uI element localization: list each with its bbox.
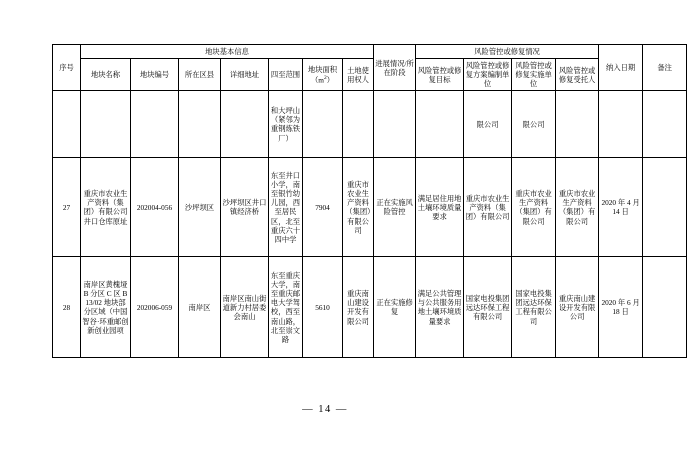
col-header-target: 风险管控或修复目标 <box>416 59 464 91</box>
col-header-date: 纳入日期 <box>599 45 643 91</box>
cell-district <box>179 91 221 158</box>
col-header-boundary: 四至范围 <box>269 59 303 91</box>
col-header-district: 所在区县 <box>179 59 221 91</box>
col-header-land-user: 土地使用权人 <box>343 59 374 91</box>
cell-trustee <box>556 91 599 158</box>
cell-address <box>221 91 269 158</box>
cell-area <box>303 91 343 158</box>
cell-progress <box>374 91 416 158</box>
col-header-area-label: 地块面积 <box>307 65 338 75</box>
table-column-header-row <box>53 59 687 91</box>
group-header-risk-control: 风险管控或修复情况 <box>416 45 599 59</box>
cell-boundary: 东至井口小学，南至银竹幼儿园，西至居民区，北至重庆六十四中学 <box>269 158 303 257</box>
cell-progress: 正在实施修复 <box>374 257 416 358</box>
cell-target <box>416 91 464 158</box>
cell-land-user: 重庆市农业生产资料（集团）有限公司 <box>343 158 374 257</box>
cell-code: 202006-059 <box>131 257 179 358</box>
group-header-basic-info: 地块基本信息 <box>81 45 374 59</box>
cell-land-user: 重庆南山建设开发有限公司 <box>343 257 374 358</box>
cell-boundary: 和大坪山（紧邻为重钢炼铁厂） <box>269 91 303 158</box>
table-group-header-row <box>53 45 687 59</box>
cell-plan-unit: 重庆市农业生产资料（集团）有限公司 <box>464 158 512 257</box>
cell-progress: 正在实施风险管控 <box>374 158 416 257</box>
table-row <box>53 91 687 158</box>
table-header <box>53 45 687 91</box>
table-row <box>53 158 687 257</box>
cell-remark <box>643 91 687 158</box>
cell-impl-unit: 国家电投集团远达环保工程有限公司 <box>512 257 556 358</box>
cell-date <box>599 91 643 158</box>
land-plot-table <box>52 44 687 358</box>
col-header-address: 详细地址 <box>221 59 269 91</box>
cell-district: 沙坪坝区 <box>179 158 221 257</box>
col-header-trustee: 风险管控或修复受托人 <box>556 59 599 91</box>
cell-address: 沙坪坝区井口镇经济桥 <box>221 158 269 257</box>
table-row <box>53 257 687 358</box>
cell-target: 满足居住用地土壤环境质量要求 <box>416 158 464 257</box>
cell-area: 7904 <box>303 158 343 257</box>
col-header-progress: 进展情况/所在阶段 <box>374 45 416 91</box>
cell-seq: 28 <box>53 257 81 358</box>
cell-impl-unit: 重庆市农业生产资料（集团）有限公司 <box>512 158 556 257</box>
cell-seq <box>53 91 81 158</box>
col-header-area-unit-sup: 2 <box>323 74 327 81</box>
cell-code <box>131 91 179 158</box>
col-header-name: 地块名称 <box>81 59 131 91</box>
cell-trustee: 重庆市农业生产资料（集团）有限公司 <box>556 158 599 257</box>
cell-name <box>81 91 131 158</box>
cell-remark <box>643 257 687 358</box>
cell-trustee: 重庆南山建设开发有限公司 <box>556 257 599 358</box>
cell-district: 南岸区 <box>179 257 221 358</box>
page-number: — 14 — <box>302 404 348 415</box>
cell-remark <box>643 158 687 257</box>
cell-date: 2020 年 4 月 14 日 <box>599 158 643 257</box>
cell-name: 重庆市农业生产资料（集团）有限公司井口仓库原址 <box>81 158 131 257</box>
cell-name: 南岸区黄槐垭 B 分区 C 区 B13/02 地块部分区域（中国智谷·环重邮创新创业园项 <box>81 257 131 358</box>
col-header-area-unit-end: ） <box>326 74 335 84</box>
cell-date: 2020 年 6 月 18 日 <box>599 257 643 358</box>
col-header-impl-unit: 风险管控或修复实施单位 <box>512 59 556 91</box>
cell-impl-unit: 限公司 <box>512 91 556 158</box>
col-header-remark: 备注 <box>643 45 687 91</box>
cell-plan-unit: 国家电投集团远达环保工程有限公司 <box>464 257 512 358</box>
cell-plan-unit: 限公司 <box>464 91 512 158</box>
cell-code: 202004-056 <box>131 158 179 257</box>
cell-target: 满足公共管理与公共服务用地土壤环境质量要求 <box>416 257 464 358</box>
cell-area: 5610 <box>303 257 343 358</box>
cell-seq: 27 <box>53 158 81 257</box>
col-header-seq: 序号 <box>53 45 81 91</box>
cell-address: 南岸区南山街道新力村居委会南山 <box>221 257 269 358</box>
col-header-code: 地块编号 <box>131 59 179 91</box>
col-header-plan-unit: 风险管控或修复方案编制单位 <box>464 59 512 91</box>
cell-boundary: 东至重庆大学，南至重庆邮电大学驾校，西至南山路，北至崇文路 <box>269 257 303 358</box>
cell-land-user <box>343 91 374 158</box>
col-header-area-unit-start: （m <box>310 74 324 84</box>
col-header-area <box>303 59 343 91</box>
table-body <box>53 91 687 358</box>
